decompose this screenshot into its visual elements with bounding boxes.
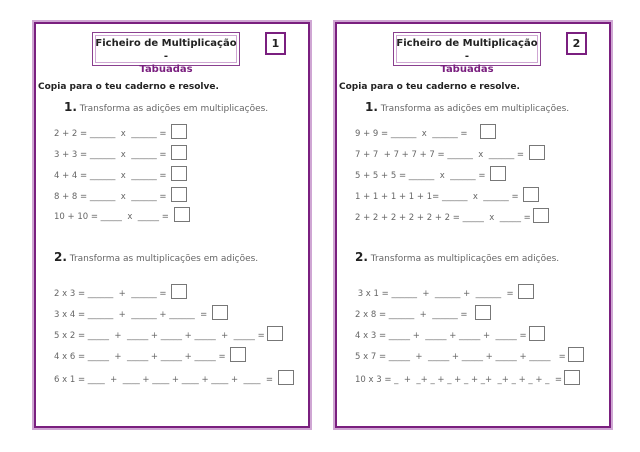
section-1-heading: 1. Transforma as adições em multiplicações.: [64, 100, 269, 114]
exercise-row: 8 + 8 = ______ x ______ =: [54, 187, 187, 202]
instruction: Copia para o teu caderno e resolve.: [38, 82, 219, 92]
answer-box[interactable]: [174, 207, 190, 222]
exercise-row: 9 + 9 = ______ x ______ =: [355, 124, 496, 139]
exercise-row: 2 x 8 = ______ + ______ =: [355, 305, 491, 320]
answer-box[interactable]: [564, 370, 580, 385]
exercise-row: 5 + 5 + 5 = ______ x ______ =: [355, 166, 506, 181]
answer-box[interactable]: [475, 305, 491, 320]
section-2-heading: 2. Transforma as multiplicações em adições.: [54, 250, 259, 264]
exercise-row: 3 x 1 = ______ + ______ + ______ =: [355, 284, 534, 299]
worksheet-card-1: [34, 22, 310, 428]
exercise-row: 2 + 2 = ______ x ______ =: [54, 124, 187, 139]
exercise-row: 5 x 2 = _____ + _____ + _____ + _____ + _____ =: [54, 326, 283, 341]
exercise-row: 3 x 4 = ______ + ______ + ______ =: [54, 305, 228, 320]
exercise-row: 7 + 7 + 7 + 7 + 7 = ______ x ______ =: [355, 145, 545, 160]
title-box: [92, 32, 240, 75]
subtitle: Tabuadas: [139, 64, 193, 75]
worksheet-card-2: [335, 22, 611, 428]
exercise-row: 5 x 7 = _____ + _____ + _____ + _____ + _____ =: [355, 347, 584, 362]
answer-box[interactable]: [533, 208, 549, 223]
exercise-row: 1 + 1 + 1 + 1 + 1= ______ x ______ =: [355, 187, 539, 202]
exercise-row: 2 + 2 + 2 + 2 + 2 + 2 = _____ x _____ =: [355, 208, 549, 223]
answer-box[interactable]: [171, 284, 187, 299]
answer-box[interactable]: [568, 347, 584, 362]
answer-box[interactable]: [523, 187, 539, 202]
exercise-row: 10 + 10 = _____ x _____ =: [54, 207, 190, 222]
exercise-row: 4 x 3 = _____ + _____ + _____ + _____ =: [355, 326, 545, 341]
card-number: 2: [566, 32, 587, 55]
exercise-row: 2 x 3 = ______ + ______ =: [54, 284, 187, 299]
answer-box[interactable]: [490, 166, 506, 181]
answer-box[interactable]: [171, 124, 187, 139]
answer-box[interactable]: [171, 166, 187, 181]
exercise-row: 10 x 3 = _ + _+ _ + _ + _ + _+ _+ _ + _ + _ =: [355, 370, 580, 385]
answer-box[interactable]: [529, 326, 545, 341]
exercise-row: 4 x 6 = _____ + _____ + _____ + _____ =: [54, 347, 246, 362]
instruction: Copia para o teu caderno e resolve.: [339, 82, 520, 92]
answer-box[interactable]: [171, 145, 187, 160]
answer-box[interactable]: [529, 145, 545, 160]
exercise-row: 6 x 1 = ____ + ____ + ____ + ____ + ____ + ____ =: [54, 370, 294, 385]
title: Ficheiro de Multiplicação -: [396, 38, 538, 62]
section-2-heading: 2. Transforma as multiplicações em adições.: [355, 250, 560, 264]
exercise-row: 3 + 3 = ______ x ______ =: [54, 145, 187, 160]
answer-box[interactable]: [171, 187, 187, 202]
answer-box[interactable]: [267, 326, 283, 341]
section-1-heading: 1. Transforma as adições em multiplicações.: [365, 100, 570, 114]
title-box: [393, 32, 541, 75]
title: Ficheiro de Multiplicação -: [95, 38, 237, 62]
subtitle: Tabuadas: [440, 64, 494, 75]
card-number: 1: [265, 32, 286, 55]
answer-box[interactable]: [518, 284, 534, 299]
answer-box[interactable]: [278, 370, 294, 385]
answer-box[interactable]: [212, 305, 228, 320]
answer-box[interactable]: [230, 347, 246, 362]
answer-box[interactable]: [480, 124, 496, 139]
exercise-row: 4 + 4 = ______ x ______ =: [54, 166, 187, 181]
